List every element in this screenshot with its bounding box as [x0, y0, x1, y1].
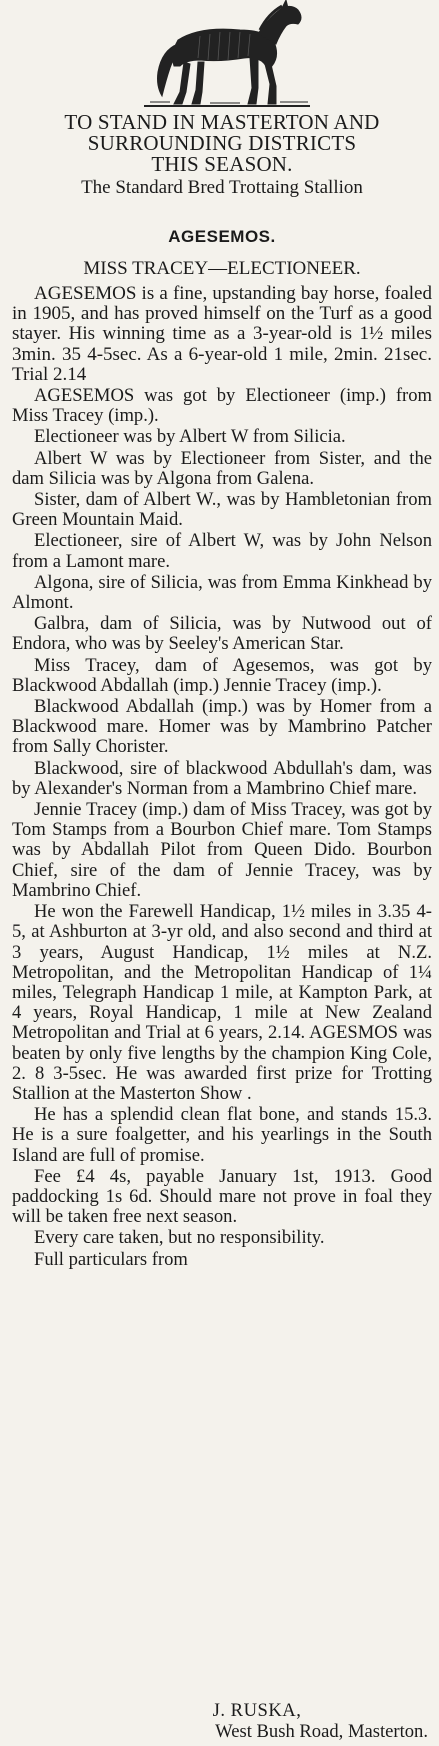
paragraph-race-record: He won the Farewell Handicap, 1½ miles in 3.35 4-5, at Ashburton at 3-yr old, and also second and third at 3 years, August Handicap, 1½ miles at N.Z. Metropolitan, and the Metropolitan Handicap of 1¼ miles, Telegraph Handicap 1 mile, at Kampton Park, at 4 years, Royal Handicap, 1 mile at New Zealand Metropolitan and Trial at 6 years, 2.14. AGESMOS was beaten by only five lengths by the champion King Cole, 2. 8 3-5sec. He was awarded first prize for Trotting Stallion at the Masterton Show .: [12, 901, 432, 1104]
signature-name: J. RUSKA,: [212, 1700, 302, 1721]
signature-address: West Bush Road, Masterton.: [215, 1721, 428, 1742]
signature-block: [12, 1700, 432, 1742]
paragraph-fee: Fee £4 4s, payable January 1st, 1913. Good paddocking 1s 6d. Should mare not prove in foal they will be taken free next season.: [12, 1165, 432, 1228]
paragraph-sister: Sister, dam of Albert W., was by Hambletonian from Green Mountain Maid.: [12, 489, 432, 531]
paragraph-jennie-tracey: Jennie Tracey (imp.) dam of Miss Tracey, was got by Tom Stamps from a Bourbon Chief mare. Tom Stamps was by Abdallah Pilot from Queen Dido. Bourbon Chief, sire of the dam of Jennie Tracey, was by Mambrino Chief.: [12, 799, 432, 901]
subtitle: The Standard Bred Trottaing Stallion: [81, 177, 363, 198]
paragraph-blackwood: Blackwood, sire of blackwood Abdullah's dam, was by Alexander's Norman from a Mambrino Chief mare.: [12, 757, 432, 799]
pedigree-line: MISS TRACEY—ELECTIONEER.: [83, 258, 361, 279]
paragraph-electioneer-sire: Electioneer, sire of Albert W, was by John Nelson from a Lamont mare.: [12, 530, 432, 572]
paragraph-description: AGESEMOS is a fine, upstanding bay horse, foaled in 1905, and has proved himself on the Turf as a good stayer. His winning time as a 3-year-old is 1½ miles 3min. 35 4-5sec. As a 6-year-old 1 mile, 2min. 21sec. Trial 2.14: [12, 283, 432, 385]
horse-woodcut-illustration: [140, 0, 315, 110]
paragraph-galbra: Galbra, dam of Silicia, was by Nutwood out of Endora, who was by Seeley's American Star.: [12, 613, 432, 655]
stallion-name: AGESEMOS.: [168, 227, 276, 246]
headline-line-1: TO STAND IN MASTERTON AND: [64, 110, 380, 134]
paragraph-sire-dam: AGESEMOS was got by Electioneer (imp.) from Miss Tracey (imp.).: [12, 385, 432, 427]
paragraph-electioneer: Electioneer was by Albert W from Silicia.: [34, 426, 346, 448]
headline-line-3: THIS SEASON.: [151, 152, 293, 176]
paragraph-blackwood-abdallah: Blackwood Abdallah (imp.) was by Homer from a Blackwood mare. Homer was by Mambrino Patcher from Sally Chorister.: [12, 696, 432, 758]
paragraph-disclaimer: Every care taken, but no responsibility.: [34, 1227, 325, 1249]
paragraph-algona: Algona, sire of Silicia, was from Emma Kinkhead by Almont.: [12, 571, 432, 614]
paragraph-albert-w: Albert W was by Electioneer from Sister, and the dam Silicia was by Algona from Galena.: [12, 447, 432, 489]
paragraph-particulars: Full particulars from: [34, 1248, 188, 1270]
paragraph-miss-tracey: Miss Tracey, dam of Agesemos, was got by Blackwood Abdallah (imp.) Jennie Tracey (imp.).: [12, 654, 432, 696]
article-body: [12, 284, 432, 1271]
paragraph-conformation: He has a splendid clean flat bone, and stands 15.3. He is a sure foalgetter, and his yearlings in the South Island are full of promise.: [12, 1104, 432, 1166]
headline-line-2: SURROUNDING DISTRICTS: [87, 131, 357, 155]
